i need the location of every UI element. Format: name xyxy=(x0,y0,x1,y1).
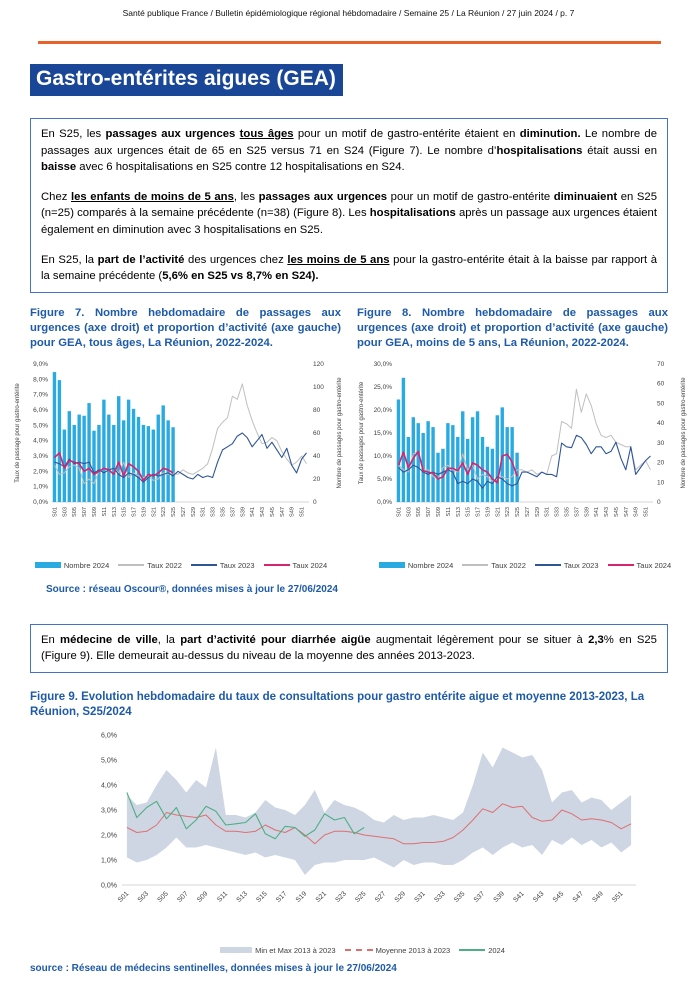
svg-text:S47: S47 xyxy=(623,506,630,517)
svg-text:S35: S35 xyxy=(220,506,227,517)
svg-text:S25: S25 xyxy=(515,506,522,517)
svg-text:S01: S01 xyxy=(396,506,403,517)
svg-text:0: 0 xyxy=(313,498,317,506)
legend-label: Moyenne 2013 à 2023 xyxy=(375,945,451,955)
svg-text:5,0%: 5,0% xyxy=(33,421,48,429)
svg-text:4,0%: 4,0% xyxy=(101,782,117,790)
legend-swatch-line xyxy=(191,564,217,566)
svg-text:1,0%: 1,0% xyxy=(33,483,48,491)
figure9-title: Figure 9. Evolution hebdomadaire du taux de consultations pour gastro entérite aigue et moyenne 2013-2023, La Réunion, S25/2024 xyxy=(30,690,645,719)
svg-text:S35: S35 xyxy=(452,890,467,904)
svg-text:70: 70 xyxy=(657,360,665,368)
figure8-legend xyxy=(356,561,694,570)
svg-text:60: 60 xyxy=(657,380,665,388)
svg-text:S01: S01 xyxy=(116,890,131,904)
svg-text:S37: S37 xyxy=(574,506,581,517)
source-sentinelles: source : Réseau de médecins sentinelles, données mises à jour le 27/06/2024 xyxy=(30,962,397,974)
legend-swatch-line xyxy=(535,564,561,566)
svg-text:40: 40 xyxy=(657,419,665,427)
svg-text:S41: S41 xyxy=(512,890,526,904)
svg-text:Nombre de passages pour gastro: Nombre de passages pour gastro-entérite xyxy=(681,376,687,489)
svg-text:S03: S03 xyxy=(62,506,69,517)
legend-item xyxy=(191,561,255,570)
legend-label: Taux 2024 xyxy=(292,560,328,570)
svg-text:30,0%: 30,0% xyxy=(373,360,392,368)
legend-swatch-bar xyxy=(379,562,405,568)
svg-text:S15: S15 xyxy=(121,506,128,517)
svg-text:S19: S19 xyxy=(141,506,148,517)
legend-item xyxy=(462,561,526,570)
figures-7-8-charts xyxy=(12,356,697,570)
legend-swatch-line xyxy=(462,564,488,566)
svg-text:100: 100 xyxy=(313,383,324,391)
legend-item xyxy=(264,561,328,570)
svg-text:0,0%: 0,0% xyxy=(33,498,48,506)
svg-text:120: 120 xyxy=(313,360,324,368)
x-axis-ticks xyxy=(52,507,305,517)
legend-item xyxy=(35,561,109,570)
svg-text:S51: S51 xyxy=(643,506,650,517)
svg-text:S15: S15 xyxy=(465,506,472,517)
svg-text:S41: S41 xyxy=(594,506,601,517)
figure8-plot xyxy=(356,356,690,556)
svg-text:S27: S27 xyxy=(373,890,388,904)
svg-text:1,0%: 1,0% xyxy=(101,857,117,865)
svg-text:S45: S45 xyxy=(269,506,276,517)
svg-text:80: 80 xyxy=(313,406,321,414)
svg-text:6,0%: 6,0% xyxy=(33,406,48,414)
figure-titles-row xyxy=(30,306,668,352)
svg-text:5,0%: 5,0% xyxy=(377,475,392,483)
svg-text:S37: S37 xyxy=(230,506,237,517)
svg-text:10,0%: 10,0% xyxy=(373,452,392,460)
svg-text:4,0%: 4,0% xyxy=(33,437,48,445)
figure9-legend xyxy=(80,946,645,955)
legend-label: Min et Max 2013 à 2023 xyxy=(255,945,336,955)
svg-text:S07: S07 xyxy=(176,890,190,904)
legend-label: Taux 2022 xyxy=(147,560,182,570)
summary-box-medecine-ville xyxy=(30,624,668,673)
line-Taux-2022 xyxy=(399,389,651,481)
legend-item xyxy=(535,561,599,570)
figure7-legend xyxy=(12,561,350,570)
svg-text:S31: S31 xyxy=(544,506,551,517)
svg-text:9,0%: 9,0% xyxy=(33,360,48,368)
svg-text:S11: S11 xyxy=(445,506,452,517)
svg-text:S15: S15 xyxy=(255,890,269,904)
x-axis-ticks xyxy=(117,890,625,904)
legend-item xyxy=(118,561,182,570)
legend-swatch-line xyxy=(264,564,290,566)
svg-text:S27: S27 xyxy=(180,506,187,517)
svg-text:S17: S17 xyxy=(131,506,138,517)
line-Taux-2023 xyxy=(399,435,651,488)
legend-item xyxy=(220,946,335,955)
svg-text:S09: S09 xyxy=(195,890,210,904)
legend-swatch-bar xyxy=(35,562,61,568)
svg-text:S13: S13 xyxy=(235,890,249,904)
svg-text:S29: S29 xyxy=(190,506,197,517)
svg-text:2,0%: 2,0% xyxy=(101,832,117,840)
figure9-chart xyxy=(80,727,697,944)
bars-nombre-2024 xyxy=(53,372,175,502)
svg-text:S05: S05 xyxy=(72,506,79,517)
svg-text:S21: S21 xyxy=(151,506,158,517)
legend-item xyxy=(459,946,505,955)
svg-text:25,0%: 25,0% xyxy=(373,383,392,391)
svg-text:S03: S03 xyxy=(406,506,413,517)
svg-text:S37: S37 xyxy=(472,890,487,904)
legend-item xyxy=(379,561,453,570)
svg-text:S25: S25 xyxy=(171,506,178,517)
legend-label: Taux 2023 xyxy=(563,560,599,570)
legend-swatch-line xyxy=(459,949,485,951)
svg-text:S33: S33 xyxy=(433,890,447,904)
svg-text:S49: S49 xyxy=(289,506,296,517)
svg-text:S29: S29 xyxy=(534,506,541,517)
svg-text:S31: S31 xyxy=(200,506,207,517)
svg-text:3,0%: 3,0% xyxy=(101,807,117,815)
legend-label: Taux 2023 xyxy=(219,560,255,570)
paragraph-part-activite: En S25, la part de l’activité des urgences chez les moins de 5 ans pour la gastro-entérite était à la baisse par rapport à la semaine précédente (5,6% en S25 vs 8,7% en S24). xyxy=(41,253,658,283)
y-axis-ticks xyxy=(101,732,117,889)
paragraph-urgences-tous-ages: En S25, les passages aux urgences tous âges pour un motif de gastro-entérite étaient en diminution. Le nombre de passages aux urgences était de 65 en S25 versus 71 en S24 (Figure 7). Le nombre d’hospitalisations était aussi en baisse avec 6 hospitalisations en S25 contre 12 hospitalisations en S24. xyxy=(41,128,658,174)
figure8-chart xyxy=(356,356,694,570)
svg-text:8,0%: 8,0% xyxy=(33,375,48,383)
svg-text:3,0%: 3,0% xyxy=(33,452,48,460)
svg-text:S21: S21 xyxy=(495,506,502,517)
legend-swatch-dash xyxy=(345,949,373,951)
legend-label: Taux 2022 xyxy=(491,560,526,570)
svg-text:Nombre de passages pour gastro: Nombre de passages pour gastro-entérite xyxy=(337,376,343,489)
svg-text:2,0%: 2,0% xyxy=(33,467,48,475)
svg-text:10: 10 xyxy=(657,478,665,486)
svg-text:0: 0 xyxy=(657,498,661,506)
svg-text:Taux de passages pour gastro-e: Taux de passages pour gastro-entérite xyxy=(359,381,365,484)
y-axis-ticks xyxy=(33,361,324,506)
svg-text:S09: S09 xyxy=(436,506,443,517)
figure7-chart xyxy=(12,356,350,570)
svg-text:S41: S41 xyxy=(250,506,257,517)
svg-text:S17: S17 xyxy=(475,506,482,517)
svg-text:S23: S23 xyxy=(161,506,168,517)
svg-text:50: 50 xyxy=(657,399,665,407)
svg-text:S43: S43 xyxy=(532,890,546,904)
svg-text:S39: S39 xyxy=(240,506,247,517)
svg-text:S21: S21 xyxy=(314,890,329,904)
svg-text:S47: S47 xyxy=(279,506,286,517)
x-axis-ticks xyxy=(396,507,649,517)
svg-text:30: 30 xyxy=(657,439,665,447)
svg-text:S43: S43 xyxy=(604,506,611,517)
svg-text:S05: S05 xyxy=(156,890,170,904)
svg-text:6,0%: 6,0% xyxy=(101,732,117,740)
svg-text:S13: S13 xyxy=(455,506,462,517)
svg-text:S07: S07 xyxy=(82,506,89,517)
legend-swatch-band xyxy=(220,947,252,953)
svg-text:S01: S01 xyxy=(52,506,59,517)
legend-swatch-line xyxy=(118,564,144,566)
svg-text:15,0%: 15,0% xyxy=(373,429,392,437)
figure7-plot xyxy=(12,356,346,556)
svg-text:7,0%: 7,0% xyxy=(33,391,48,399)
svg-text:S45: S45 xyxy=(551,890,566,904)
paragraph-medecine-ville: En médecine de ville, la part d’activité pour diarrhée aigüe augmentait légèrement pour se situer à 2,3% en S25 (Figure 9). Elle demeurait au-dessus du niveau de la moyenne des années 2013-2023. xyxy=(41,633,657,663)
svg-text:S17: S17 xyxy=(275,890,289,904)
svg-text:S03: S03 xyxy=(136,890,151,904)
legend-swatch-line xyxy=(608,564,634,566)
svg-text:20,0%: 20,0% xyxy=(373,406,392,414)
svg-text:20: 20 xyxy=(313,475,321,483)
svg-text:S31: S31 xyxy=(413,890,427,904)
section-title-gea: Gastro-entérites aigues (GEA) xyxy=(30,64,343,96)
svg-text:S47: S47 xyxy=(571,890,586,904)
legend-label: Taux 2024 xyxy=(636,560,672,570)
summary-box-urgences xyxy=(30,118,668,293)
legend-label: Nombre 2024 xyxy=(63,560,110,570)
svg-text:S13: S13 xyxy=(111,506,118,517)
source-oscour: Source : réseau Oscour®, données mises à jour le 27/06/2024 xyxy=(46,583,338,595)
legend-label: Nombre 2024 xyxy=(407,560,454,570)
svg-text:S27: S27 xyxy=(524,506,531,517)
figure8-title: Figure 8. Nombre hebdomadaire de passages aux urgences (axe droit) et proportion d’activité (axe gauche) pour GEA, moins de 5 ans, La Réunion, 2022-2024. xyxy=(357,306,668,350)
legend-label: 2024 xyxy=(488,945,505,955)
svg-text:S49: S49 xyxy=(633,506,640,517)
svg-text:S39: S39 xyxy=(492,890,506,904)
svg-text:S23: S23 xyxy=(334,890,348,904)
svg-text:S45: S45 xyxy=(613,506,620,517)
svg-text:S25: S25 xyxy=(354,890,368,904)
svg-text:S29: S29 xyxy=(393,890,408,904)
svg-text:S35: S35 xyxy=(564,506,571,517)
svg-text:S39: S39 xyxy=(584,506,591,517)
svg-text:0,0%: 0,0% xyxy=(101,882,117,890)
svg-text:20: 20 xyxy=(657,459,665,467)
svg-text:S19: S19 xyxy=(294,890,309,904)
legend-item xyxy=(345,946,451,955)
svg-text:S49: S49 xyxy=(591,890,605,904)
svg-text:S43: S43 xyxy=(260,506,267,517)
figure9-plot xyxy=(80,727,645,939)
svg-text:S51: S51 xyxy=(611,890,625,904)
bulletin-header: Santé publique France / Bulletin épidémiologique régional hébdomadaire / Semaine 25 / La Réunion / 27 juin 2024 / p. 7 xyxy=(122,8,575,18)
svg-text:S05: S05 xyxy=(416,506,423,517)
svg-text:S11: S11 xyxy=(101,506,108,517)
svg-text:S23: S23 xyxy=(505,506,512,517)
svg-text:5,0%: 5,0% xyxy=(101,757,117,765)
svg-text:S33: S33 xyxy=(554,506,561,517)
paragraph-urgences-moins-5-ans: Chez les enfants de moins de 5 ans, les passages aux urgences pour un motif de gastro-entérite diminuaient en S25 (n=25) comparés à la semaine précédente (n=38) (Figure 8). Les hospitalisations après un passage aux urgences étaient également en diminution avec 3 hospitalisations en S25. xyxy=(41,190,657,236)
legend-item xyxy=(608,561,672,570)
svg-text:S51: S51 xyxy=(299,506,306,517)
svg-text:60: 60 xyxy=(313,429,321,437)
svg-text:S09: S09 xyxy=(92,506,99,517)
svg-text:40: 40 xyxy=(313,452,321,460)
svg-text:S33: S33 xyxy=(210,506,217,517)
figure7-title: Figure 7. Nombre hebdomadaire de passages aux urgences (axe droit) et proportion d’activité (axe gauche) pour GEA, tous âges, La Réunion, 2022-2024. xyxy=(30,306,341,350)
svg-text:S19: S19 xyxy=(485,506,492,517)
svg-text:S07: S07 xyxy=(426,506,433,517)
svg-text:0,0%: 0,0% xyxy=(377,498,392,506)
svg-text:Taux de passage pour gastro-en: Taux de passage pour gastro-entérite xyxy=(15,382,21,483)
svg-text:S11: S11 xyxy=(216,890,230,904)
